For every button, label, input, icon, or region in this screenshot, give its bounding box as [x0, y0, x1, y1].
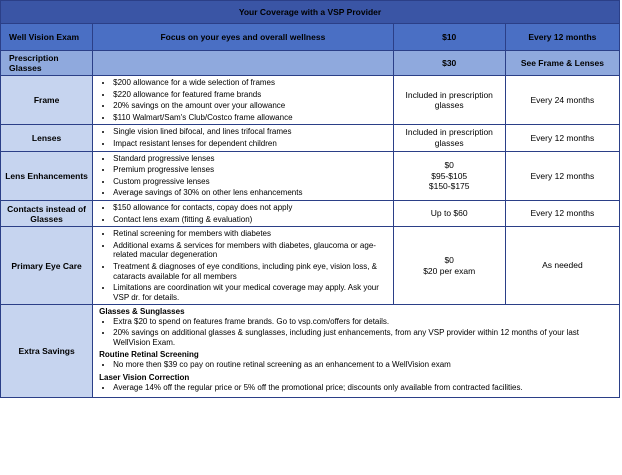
table-row: [1, 227, 620, 305]
table-row: [1, 76, 620, 125]
benefit-frequency-lenses: Every 12 months: [505, 125, 619, 151]
list-item: • Treatment & diagnoses of eye conditions, including pink eye, vision loss, & cataracts available for all members: [113, 262, 388, 281]
list-item: • Standard progressive lenses: [113, 154, 388, 164]
benefit-frequency-lens-enhancements: Every 12 months: [505, 151, 619, 200]
detail-list: [97, 203, 388, 224]
benefit-details-frame: [93, 76, 393, 125]
benefit-copay-wellvision-exam: $10: [393, 24, 505, 51]
table-title-row: [1, 1, 620, 24]
prescription-glasses-row: [1, 51, 620, 76]
benefit-label-contacts: Contacts instead of Glasses: [1, 201, 93, 227]
detail-list: [97, 383, 615, 393]
table-row: [1, 201, 620, 227]
list-item: • 20% savings on the amount over your allowance: [113, 101, 388, 111]
list-item: • Limitations are coordination wit your medical coverage may apply. Ask your VSP dr. for details.: [113, 283, 388, 302]
benefit-description-wellvision-exam: Focus on your eyes and overall wellness: [93, 24, 393, 51]
table-row-extra-savings: [1, 305, 620, 398]
benefit-copay-primary-eye-care: $0 $20 per exam: [393, 227, 505, 305]
list-item: • $200 allowance for a wide selection of frames: [113, 78, 388, 88]
list-item: • No more then $39 co pay on routine retinal screening as an enhancement to a WellVision exam: [113, 360, 615, 370]
list-item: • Custom progressive lenses: [113, 177, 388, 187]
detail-list: [97, 360, 615, 370]
benefit-details-lenses: [93, 125, 393, 151]
benefit-copay-lens-enhancements: $0 $95-$105 $150-$175: [393, 151, 505, 200]
list-item: • Extra $20 to spend on features frame brands. Go to vsp.com/offers for details.: [113, 317, 615, 327]
extra-savings-details: [93, 305, 620, 398]
extra-savings-heading: Glasses & Sunglasses: [99, 307, 185, 317]
detail-list: [97, 317, 615, 347]
benefit-details-lens-enhancements: [93, 151, 393, 200]
list-item: • Retinal screening for members with diabetes: [113, 229, 388, 239]
benefit-frequency-contacts: Every 12 months: [505, 201, 619, 227]
benefit-description-prescription-glasses: [93, 51, 393, 76]
benefit-copay-prescription-glasses: $30: [393, 51, 505, 76]
table-row: [1, 151, 620, 200]
table-row: [1, 125, 620, 151]
benefit-copay-lenses: Included in prescription glasses: [393, 125, 505, 151]
page-title: Your Coverage with a VSP Provider: [1, 1, 620, 24]
list-item: • $150 allowance for contacts, copay does not apply: [113, 203, 388, 213]
detail-list: [97, 229, 388, 302]
benefit-frequency-wellvision-exam: Every 12 months: [505, 24, 619, 51]
benefit-copay-contacts: Up to $60: [393, 201, 505, 227]
detail-list: [97, 127, 388, 148]
benefit-frequency-frame: Every 24 months: [505, 76, 619, 125]
detail-list: [97, 154, 388, 198]
benefit-label-frame: Frame: [1, 76, 93, 125]
benefit-label-primary-eye-care: Primary Eye Care: [1, 227, 93, 305]
list-item: • Average 14% off the regular price or 5% off the promotional price; discounts only available from contracted facilities.: [113, 383, 615, 393]
benefit-label-extra-savings: Extra Savings: [1, 305, 93, 398]
list-item: • Additional exams & services for members with diabetes, glaucoma or age-related macular degeneration: [113, 241, 388, 260]
list-item: • Impact resistant lenses for dependent children: [113, 139, 388, 149]
benefit-details-contacts: [93, 201, 393, 227]
extra-savings-heading: Routine Retinal Screening: [99, 350, 199, 360]
benefit-frequency-primary-eye-care: As needed: [505, 227, 619, 305]
benefit-name-prescription-glasses: Prescription Glasses: [1, 51, 93, 76]
benefit-label-lens-enhancements: Lens Enhancements: [1, 151, 93, 200]
benefit-frequency-prescription-glasses: See Frame & Lenses: [505, 51, 619, 76]
list-item: • Contact lens exam (fitting & evaluation): [113, 215, 388, 225]
benefit-label-lenses: Lenses: [1, 125, 93, 151]
extra-savings-heading: Laser Vision Correction: [99, 372, 190, 382]
benefit-details-primary-eye-care: [93, 227, 393, 305]
list-item: • Premium progressive lenses: [113, 165, 388, 175]
benefit-name-wellvision-exam: Well Vision Exam: [1, 24, 93, 51]
list-item: • 20% savings on additional glasses & sunglasses, including just enhancements, from any VSP provider within 12 months of your last WellVision Exam.: [113, 328, 615, 347]
benefit-copay-frame: Included in prescription glasses: [393, 76, 505, 125]
list-item: • Average savings of 30% on other lens enhancements: [113, 188, 388, 198]
list-item: • $220 allowance for featured frame brands: [113, 90, 388, 100]
detail-list: [97, 78, 388, 122]
list-item: • Single vision lined bifocal, and lines trifocal frames: [113, 127, 388, 137]
wellvision-exam-row: [1, 24, 620, 51]
list-item: • $110 Walmart/Sam's Club/Costco frame allowance: [113, 113, 388, 123]
